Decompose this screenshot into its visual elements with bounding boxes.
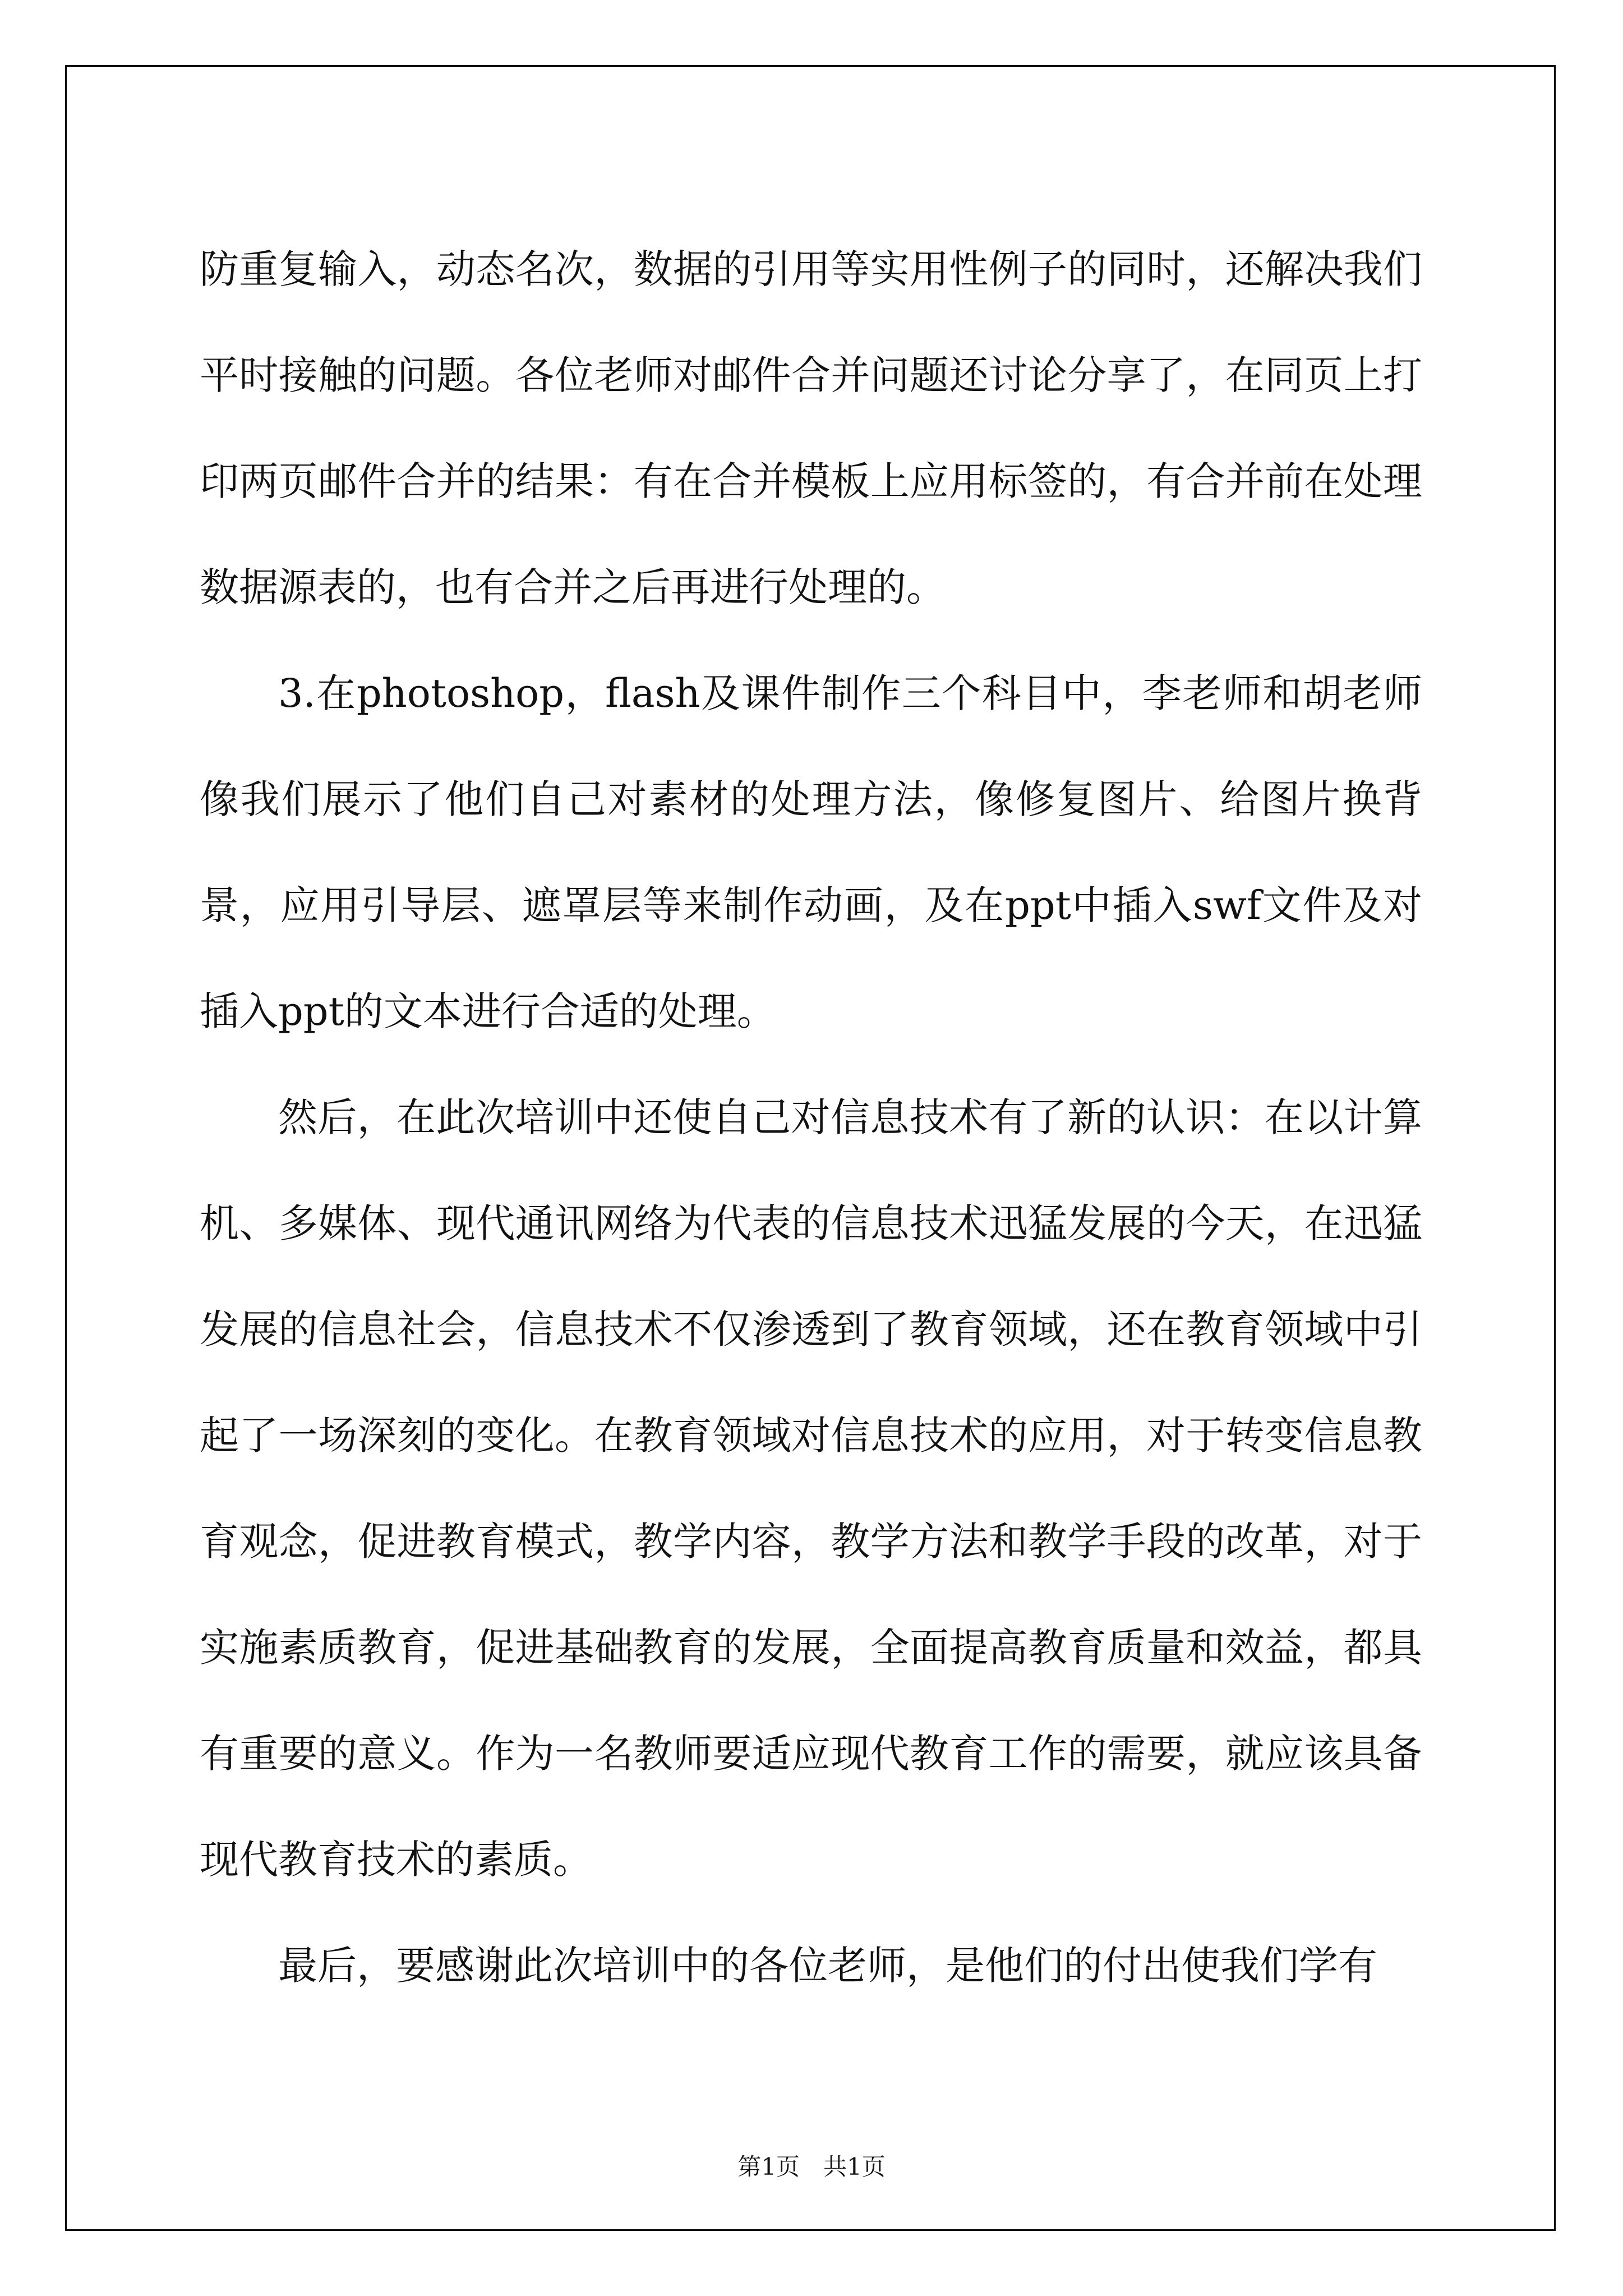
paragraph-new-understanding: 然后，在此次培训中还使自己对信息技术有了新的认识：在以计算机、多媒体、现代通讯网络为代表的信息技术迅猛发展的今天，在迅猛发展的信息社会，信息技术不仅渗透到了教育领域，还在教育领域中引起了一场深刻的变化。在教育领域对信息技术的应用，对于转变信息教育观念，促进教育模式，教学内容，教学方法和教学手段的改革，对于实施素质教育，促进基础教育的发展，全面提高教育质量和效益，都具有重要的意义。作为一名教师要适应现代教育工作的需要，就应该具备现代教育技术的素质。 xyxy=(200,1094,1422,1883)
paragraph-continuation: 防重复输入，动态名次，数据的引用等实用性例子的同时，还解决我们平时接触的问题。各位老师对邮件合并问题还讨论分享了，在同页上打印两页邮件合并的结果：有在合并模板上应用标签的，有合并前在处理数据源表的，也有合并之后再进行处理的。 xyxy=(200,246,1422,610)
document-body xyxy=(200,217,1422,2019)
paragraph-thanks: 最后，要感谢此次培训中的各位老师，是他们的付出使我们学有 xyxy=(278,1943,1377,1989)
paragraph-software-subjects: 3.在photoshop，flash及课件制作三个科目中，李老师和胡老师像我们展示了他们自己对素材的处理方法，像修复图片、给图片换背景，应用引导层、遮罩层等来制作动画，及在ppt中插入swf文件及对插入ppt的文本进行合适的处理。 xyxy=(200,670,1422,1034)
page-number-footer: 第1页 共1页 xyxy=(737,2153,886,2180)
